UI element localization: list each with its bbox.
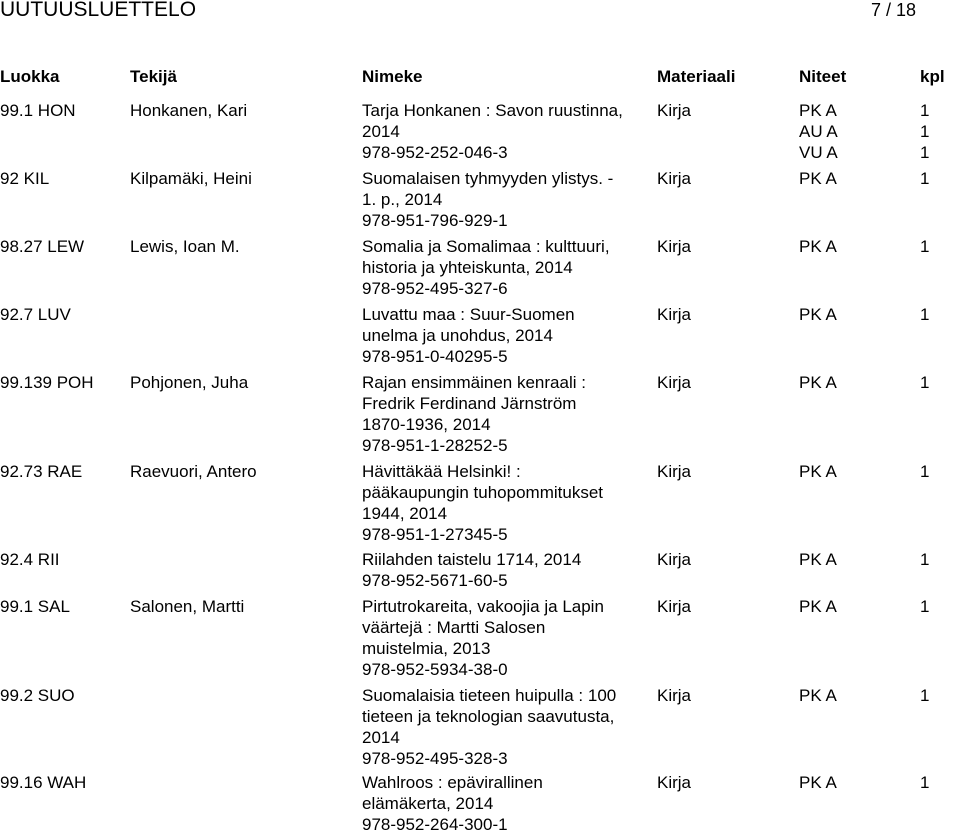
item-material: Kirja [657, 773, 692, 792]
item-title-line: 978-952-5934-38-0 [362, 660, 508, 679]
item-count [920, 304, 929, 325]
item-material: Kirja [657, 597, 692, 616]
item-material: Kirja [657, 305, 692, 324]
item-classification: 99.1 SAL [0, 597, 70, 616]
item-material: Kirja [657, 550, 692, 569]
item-title-line: 978-952-5671-60-5 [362, 571, 508, 590]
item-copies-location [799, 685, 837, 706]
item-title [362, 168, 613, 231]
item-title-line: Hävittäkää Helsinki! : [362, 462, 521, 481]
item-title-line: 1944, 2014 [362, 504, 448, 523]
item-title-line: 978-951-796-929-1 [362, 211, 508, 230]
item-count-line: 1 [920, 122, 930, 141]
item-title-line: Wahlroos : epävirallinen [362, 773, 543, 792]
item-copies-location-line: PK A [799, 373, 837, 392]
item-title-line: 978-951-1-28252-5 [362, 436, 508, 455]
item-title-line: 2014 [362, 122, 400, 141]
item-title-line: Rajan ensimmäinen kenraali : [362, 373, 586, 392]
item-copies-location [799, 372, 837, 393]
item-author: Lewis, Ioan M. [130, 237, 240, 256]
item-title-line: Pirtutrokareita, vakoojia ja Lapin [362, 597, 604, 616]
item-title-line: pääkaupungin tuhopommitukset [362, 483, 603, 502]
item-count [920, 461, 929, 482]
item-copies-location [799, 596, 837, 617]
item-author: Raevuori, Antero [130, 462, 257, 481]
item-count-line: 1 [920, 169, 930, 188]
item-title-line: tieteen ja teknologian saavutusta, [362, 707, 615, 726]
item-count-line: 1 [920, 773, 930, 792]
item-title-line: 978-951-1-27345-5 [362, 525, 508, 544]
item-classification: 99.16 WAH [0, 773, 87, 792]
item-copies-location [799, 461, 837, 482]
item-title-line: 978-951-0-40295-5 [362, 347, 508, 366]
item-count [920, 100, 929, 163]
item-title [362, 596, 604, 680]
item-copies-location-line: VU A [799, 143, 838, 162]
item-title [362, 461, 603, 545]
item-title-line: historia ja yhteiskunta, 2014 [362, 258, 573, 277]
item-title [362, 372, 586, 456]
item-material: Kirja [657, 169, 692, 188]
item-classification: 92.7 LUV [0, 305, 71, 324]
item-count-line: 1 [920, 686, 930, 705]
item-title-line: 1. p., 2014 [362, 190, 443, 209]
item-copies-location [799, 772, 837, 793]
item-title-line: unelma ja unohdus, 2014 [362, 326, 553, 345]
item-copies-location [799, 549, 837, 570]
item-title [362, 772, 543, 835]
item-title-line: elämäkerta, 2014 [362, 794, 494, 813]
item-material: Kirja [657, 237, 692, 256]
item-title-line: 1870-1936, 2014 [362, 415, 491, 434]
catalog-title: UUTUUSLUETTELO [0, 0, 197, 21]
item-copies-location [799, 168, 837, 189]
item-count-line: 1 [920, 143, 930, 162]
item-title-line: Riilahden taistelu 1714, 2014 [362, 550, 582, 569]
item-copies-location [799, 100, 838, 163]
item-material: Kirja [657, 462, 692, 481]
column-header-materiaali: Materiaali [657, 67, 736, 86]
item-count-line: 1 [920, 597, 930, 616]
item-title-line: 978-952-252-046-3 [362, 143, 508, 162]
item-copies-location-line: PK A [799, 597, 837, 616]
item-title-line: Luvattu maa : Suur-Suomen [362, 305, 575, 324]
item-count [920, 685, 929, 706]
item-copies-location [799, 236, 837, 257]
item-copies-location-line: PK A [799, 550, 837, 569]
item-title-line: 978-952-495-328-3 [362, 749, 508, 768]
item-classification: 92.73 RAE [0, 462, 83, 481]
item-title-line: väärtejä : Martti Salosen [362, 618, 546, 637]
item-material: Kirja [657, 373, 692, 392]
item-author: Kilpamäki, Heini [130, 169, 252, 188]
item-copies-location-line: PK A [799, 305, 837, 324]
item-title-line: Suomalaisia tieteen huipulla : 100 [362, 686, 617, 705]
item-author: Pohjonen, Juha [130, 373, 249, 392]
item-count-line: 1 [920, 550, 930, 569]
item-title-line: Tarja Honkanen : Savon ruustinna, [362, 101, 623, 120]
item-author: Honkanen, Kari [130, 101, 248, 120]
item-title-line: muistelmia, 2013 [362, 639, 491, 658]
item-classification: 99.139 POH [0, 373, 94, 392]
item-copies-location-line: PK A [799, 169, 837, 188]
item-count [920, 772, 929, 793]
item-classification: 99.1 HON [0, 101, 76, 120]
item-count [920, 168, 929, 189]
item-material: Kirja [657, 101, 692, 120]
column-header-kpl: kpl [920, 67, 945, 86]
item-title [362, 100, 623, 163]
item-copies-location-line: PK A [799, 686, 837, 705]
item-title-line: Somalia ja Somalimaa : kulttuuri, [362, 237, 610, 256]
column-header-luokka: Luokka [0, 67, 60, 86]
item-title [362, 236, 610, 299]
item-copies-location-line: PK A [799, 101, 837, 120]
item-count [920, 236, 929, 257]
item-copies-location-line: PK A [799, 462, 837, 481]
item-title [362, 304, 575, 367]
item-material: Kirja [657, 686, 692, 705]
item-count [920, 549, 929, 570]
column-header-nimeke: Nimeke [362, 67, 423, 86]
item-count-line: 1 [920, 237, 930, 256]
column-header-tekija: Tekijä [130, 67, 177, 86]
item-count-line: 1 [920, 462, 930, 481]
item-copies-location-line: PK A [799, 237, 837, 256]
item-classification: 99.2 SUO [0, 686, 75, 705]
item-count-line: 1 [920, 305, 930, 324]
item-classification: 92 KIL [0, 169, 50, 188]
item-count [920, 596, 929, 617]
item-title-line: Fredrik Ferdinand Järnström [362, 394, 577, 413]
item-author: Salonen, Martti [130, 597, 245, 616]
item-title [362, 549, 581, 591]
item-title-line: 978-952-495-327-6 [362, 279, 508, 298]
item-title-line: 978-952-264-300-1 [362, 815, 508, 834]
item-title [362, 685, 616, 769]
item-count-line: 1 [920, 101, 930, 120]
item-count [920, 372, 929, 393]
item-count-line: 1 [920, 373, 930, 392]
column-header-niteet: Niteet [799, 67, 847, 86]
item-copies-location-line: AU A [799, 122, 838, 141]
item-copies-location [799, 304, 837, 325]
item-title-line: Suomalaisen tyhmyyden ylistys. - [362, 169, 614, 188]
item-copies-location-line: PK A [799, 773, 837, 792]
page-number: 7 / 18 [870, 0, 916, 20]
item-classification: 92.4 RII [0, 550, 60, 569]
item-title-line: 2014 [362, 728, 400, 747]
item-classification: 98.27 LEW [0, 237, 85, 256]
